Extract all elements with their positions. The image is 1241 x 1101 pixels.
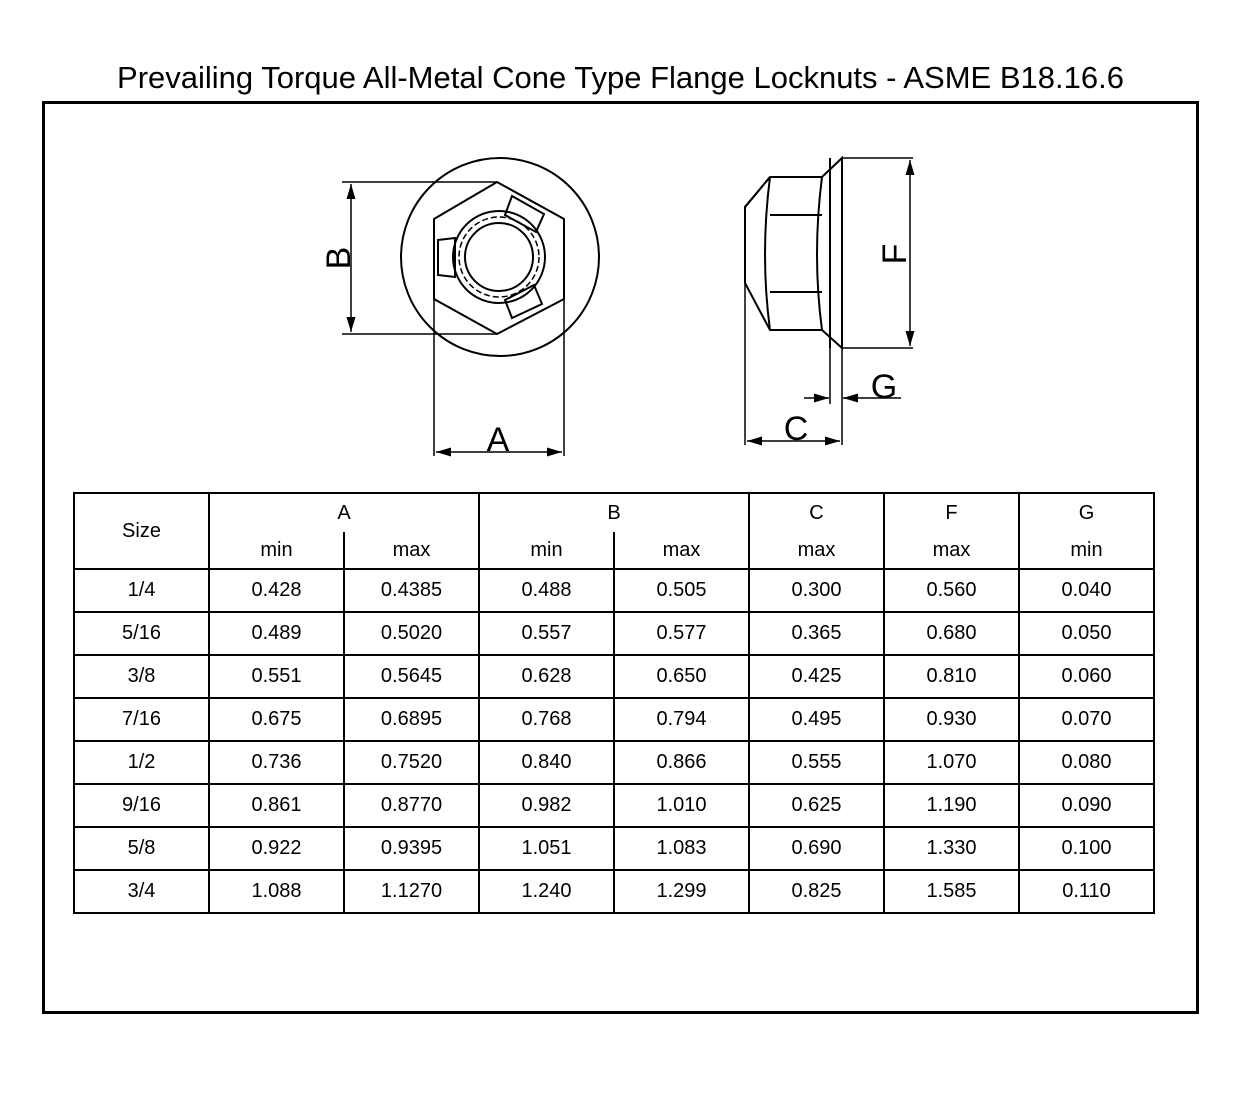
cell-c-max: 0.300	[749, 569, 884, 612]
table-row	[74, 741, 1154, 784]
cell-b-min: 0.840	[479, 741, 614, 784]
cell-a-max: 0.6895	[344, 698, 479, 741]
cell-f-max: 1.330	[884, 827, 1019, 870]
cell-b-min: 1.240	[479, 870, 614, 913]
bore-circle	[465, 223, 533, 291]
cell-a-max: 0.9395	[344, 827, 479, 870]
cell-a-min: 0.736	[209, 741, 344, 784]
cell-c-max: 0.690	[749, 827, 884, 870]
cell-size: 5/16	[74, 612, 209, 655]
table-row	[74, 698, 1154, 741]
label-A: A	[486, 421, 510, 459]
cell-g-min: 0.060	[1019, 655, 1154, 698]
cone-ring	[453, 211, 545, 303]
cell-a-min: 0.428	[209, 569, 344, 612]
subheader-B-max: max	[614, 532, 749, 569]
cell-c-max: 0.625	[749, 784, 884, 827]
cell-b-min: 0.768	[479, 698, 614, 741]
cell-size: 3/8	[74, 655, 209, 698]
cell-g-min: 0.070	[1019, 698, 1154, 741]
cell-b-max: 1.299	[614, 870, 749, 913]
group-header-A: A	[209, 493, 479, 532]
cell-a-min: 1.088	[209, 870, 344, 913]
table-row	[74, 827, 1154, 870]
cell-g-min: 0.100	[1019, 827, 1154, 870]
cell-size: 7/16	[74, 698, 209, 741]
cell-b-max: 0.505	[614, 569, 749, 612]
cell-b-min: 0.982	[479, 784, 614, 827]
flange-circle	[401, 158, 599, 356]
cell-b-min: 0.557	[479, 612, 614, 655]
cell-a-min: 0.922	[209, 827, 344, 870]
subheader-F-max: max	[884, 532, 1019, 569]
cell-b-min: 0.628	[479, 655, 614, 698]
cell-f-max: 0.810	[884, 655, 1019, 698]
cell-a-min: 0.675	[209, 698, 344, 741]
cell-size: 9/16	[74, 784, 209, 827]
cell-b-max: 1.083	[614, 827, 749, 870]
page-title: Prevailing Torque All-Metal Cone Type Flange Locknuts - ASME B18.16.6	[117, 60, 1124, 95]
group-header-G: G	[1019, 493, 1154, 532]
group-header-F: F	[884, 493, 1019, 532]
table-body	[74, 569, 1154, 913]
cell-c-max: 0.555	[749, 741, 884, 784]
cell-a-max: 0.5020	[344, 612, 479, 655]
size-header: Size	[74, 493, 209, 569]
cell-g-min: 0.090	[1019, 784, 1154, 827]
cell-a-min: 0.861	[209, 784, 344, 827]
cell-g-min: 0.110	[1019, 870, 1154, 913]
cell-a-max: 0.5645	[344, 655, 479, 698]
cell-b-max: 0.794	[614, 698, 749, 741]
cell-a-min: 0.489	[209, 612, 344, 655]
cell-a-min: 0.551	[209, 655, 344, 698]
cell-c-max: 0.365	[749, 612, 884, 655]
table-row	[74, 569, 1154, 612]
group-header-B: B	[479, 493, 749, 532]
table-row	[74, 612, 1154, 655]
table-row	[74, 784, 1154, 827]
cell-f-max: 0.680	[884, 612, 1019, 655]
cell-g-min: 0.050	[1019, 612, 1154, 655]
subheader-A-min: min	[209, 532, 344, 569]
table-row	[74, 870, 1154, 913]
lock-tab	[505, 196, 544, 232]
cell-c-max: 0.495	[749, 698, 884, 741]
cell-a-max: 0.8770	[344, 784, 479, 827]
cell-a-max: 0.4385	[344, 569, 479, 612]
cell-b-max: 1.010	[614, 784, 749, 827]
label-C: C	[783, 410, 809, 448]
cell-f-max: 1.190	[884, 784, 1019, 827]
dimension-table	[73, 492, 1155, 914]
cell-c-max: 0.425	[749, 655, 884, 698]
cell-size: 1/4	[74, 569, 209, 612]
cell-size: 1/2	[74, 741, 209, 784]
cell-b-max: 0.866	[614, 741, 749, 784]
front-view	[342, 158, 599, 456]
cell-size: 5/8	[74, 827, 209, 870]
cell-b-min: 1.051	[479, 827, 614, 870]
cell-a-max: 0.7520	[344, 741, 479, 784]
thread-dashed-circle	[459, 217, 539, 297]
cell-b-max: 0.650	[614, 655, 749, 698]
table-row	[74, 655, 1154, 698]
label-G: G	[870, 368, 898, 406]
cell-b-min: 0.488	[479, 569, 614, 612]
subheader-A-max: max	[344, 532, 479, 569]
cell-g-min: 0.040	[1019, 569, 1154, 612]
cell-f-max: 0.930	[884, 698, 1019, 741]
subheader-B-min: min	[479, 532, 614, 569]
subheader-C-max: max	[749, 532, 884, 569]
cell-f-max: 0.560	[884, 569, 1019, 612]
nut-outline	[745, 158, 842, 348]
label-B: B	[320, 246, 358, 270]
cell-g-min: 0.080	[1019, 741, 1154, 784]
cell-f-max: 1.070	[884, 741, 1019, 784]
subheader-G-min: min	[1019, 532, 1154, 569]
cell-b-max: 0.577	[614, 612, 749, 655]
cell-c-max: 0.825	[749, 870, 884, 913]
group-header-C: C	[749, 493, 884, 532]
cell-size: 3/4	[74, 870, 209, 913]
label-F: F	[876, 243, 914, 265]
cell-a-max: 1.1270	[344, 870, 479, 913]
cell-f-max: 1.585	[884, 870, 1019, 913]
